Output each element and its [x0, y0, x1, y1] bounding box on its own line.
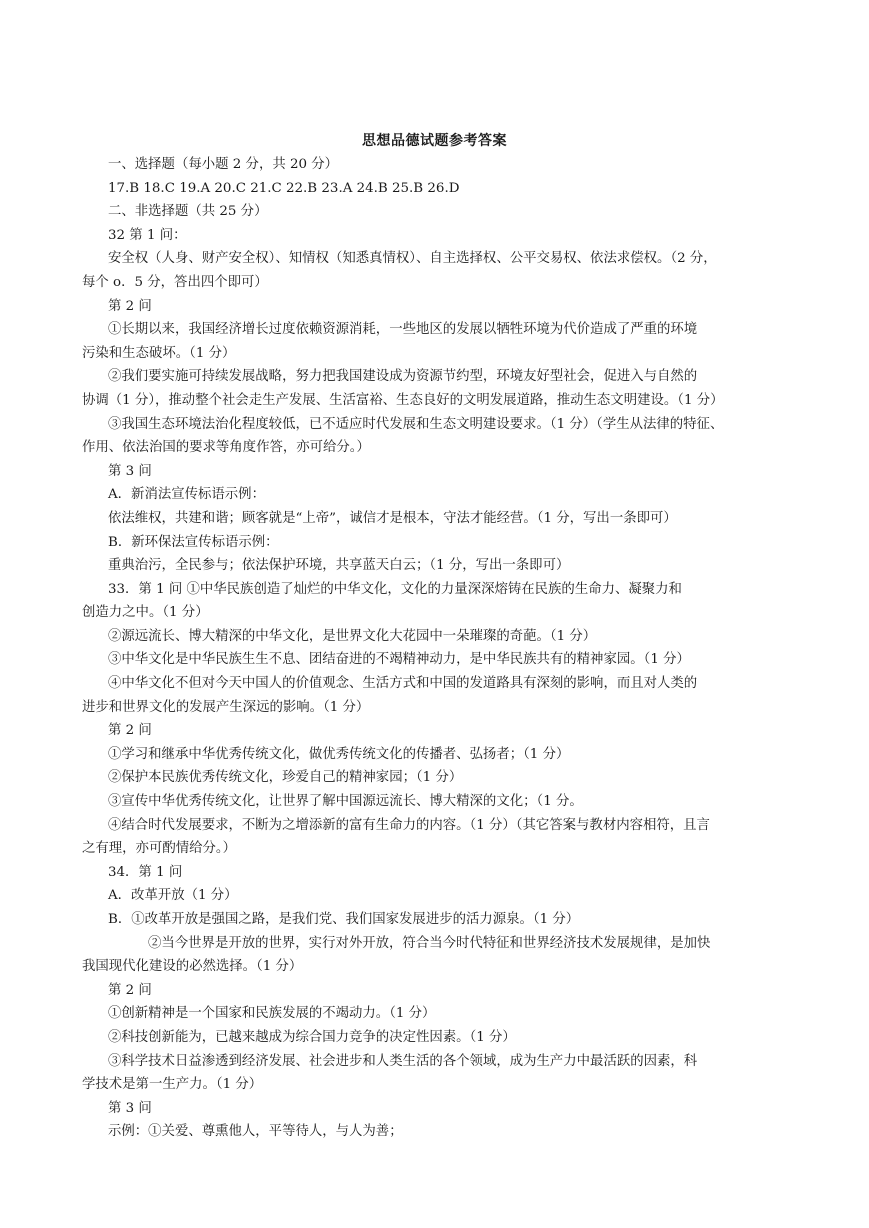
- answer-line: 每个 o．5 分，答出四个即可）: [82, 274, 268, 290]
- answer-line: 依法维权，共建和谐；顾客就是“上帝”，诚信才是根本，守法才能经营。（1 分，写出一条即可）: [108, 510, 677, 526]
- answer-line: ③我国生态环境法治化程度较低，已不适应时代发展和生态文明建设要求。（1 分）（学生从法律的特征、: [108, 416, 724, 432]
- answer-line: 之有理，亦可酌情给分。）: [82, 841, 236, 857]
- answer-line: 第 2 问: [108, 982, 152, 998]
- answer-line: 学技术是第一生产力。（1 分）: [82, 1077, 263, 1093]
- answer-line: B．新环保法宣传标语示例：: [108, 534, 279, 550]
- answer-line: 创造力之中。（1 分）: [82, 605, 209, 621]
- answer-line: 我国现代化建设的必然选择。（1 分）: [82, 959, 303, 975]
- answer-line: 第 2 问: [108, 723, 152, 739]
- answer-line: 污染和生态破坏。（1 分）: [82, 345, 236, 361]
- answer-line: 33．第 1 问 ①中华民族创造了灿烂的中华文化，文化的力量深深熔铸在民族的生命力、凝聚力和: [108, 581, 682, 597]
- answer-line: ③宣传中华优秀传统文化，让世界了解中国源远流长、博大精深的文化；（1 分。: [108, 794, 583, 810]
- answer-line: 第 3 问: [108, 1100, 152, 1116]
- answer-line: ②保护本民族优秀传统文化，珍爱自己的精神家园；（1 分）: [108, 770, 463, 786]
- answer-line: A．改革开放（1 分）: [108, 888, 238, 904]
- answer-line: ②源远流长、博大精深的中华文化，是世界文化大花园中一朵璀璨的奇葩。（1 分）: [108, 628, 597, 644]
- answer-line: 示例：①关爱、尊熏他人，平等待人，与人为善；: [108, 1124, 403, 1140]
- answer-line: A．新消法宣传标语示例：: [108, 487, 265, 503]
- answer-body: [82, 153, 790, 1144]
- answer-line: 17.B 18.C 19.A 20.C 21.C 22.B 23.A 24.B 25.B 26.D: [108, 180, 460, 196]
- answer-line: ③中华文化是中华民族生生不息、团结奋进的不竭精神动力，是中华民族共有的精神家园。（1 分）: [108, 652, 690, 668]
- answer-line: ②我们要实施可持续发展战略，努力把我国建设成为资源节约型，环境友好型社会，促进入与自然的: [108, 369, 698, 385]
- answer-line: 34．第 1 问: [108, 864, 183, 880]
- answer-line: 二、非选择题（共 25 分）: [108, 204, 268, 220]
- answer-line: 第 3 问: [108, 463, 152, 479]
- answer-line: ④中华文化不但对今天中国人的价值观念、生活方式和中国的发道路具有深刻的影响，而且对人类的: [108, 676, 698, 692]
- answer-line: 安全权（人身、财产安全权）、知情权（知悉真情权）、自主选择权、公平交易权、依法求偿权。（2 分，: [108, 251, 717, 267]
- answer-line: 作用、依法治国的要求等角度作答，亦可给分。）: [82, 440, 370, 456]
- answer-line: 第 2 问: [108, 298, 152, 314]
- answer-line: ③科学技术日益渗透到经济发展、社会进步和人类生活的各个领域，成为生产力中最活跃的因素，科: [108, 1053, 698, 1069]
- answer-line: ②科技创新能为，已越来越成为综合国力竞争的决定性因素。（1 分）: [108, 1029, 516, 1045]
- answer-line: 进步和世界文化的发展产生深远的影响。（1 分）: [82, 699, 370, 715]
- answer-line: ④结合时代发展要求，不断为之增添新的富有生命力的内容。（1 分）（其它答案与教材内容相符，且言: [108, 817, 710, 833]
- answer-line: ②当今世界是开放的世界，实行对外开放，符合当今时代特征和世界经济技术发展规律，是加快: [148, 935, 711, 951]
- page-title: 思想品德试题参考答案: [362, 133, 507, 149]
- answer-line: 重典治污，全民参与；依法保护环境，共享蓝天白云；（1 分，写出一条即可）: [108, 558, 570, 574]
- answer-line: 协调（1 分），推动整个社会走生产发展、生活富裕、生态良好的文明发展道路，推动生态文明建设。（1 分）: [82, 392, 724, 408]
- answer-line: 32 第 1 问：: [108, 227, 187, 243]
- answer-line: ①长期以来，我国经济增长过度依赖资源消耗，一些地区的发展以牺牲环境为代价造成了严重的环境: [108, 322, 698, 338]
- answer-line: ①学习和继承中华优秀传统文化，做优秀传统文化的传播者、弘扬者；（1 分）: [108, 746, 570, 762]
- answer-line: ①创新精神是一个国家和民族发展的不竭动力。（1 分）: [108, 1006, 436, 1022]
- answer-line: B．①改革开放是强国之路，是我们党、我们国家发展进步的活力源泉。（1 分）: [108, 912, 580, 927]
- answer-line: 一、选择题（每小题 2 分，共 20 分）: [108, 157, 339, 172]
